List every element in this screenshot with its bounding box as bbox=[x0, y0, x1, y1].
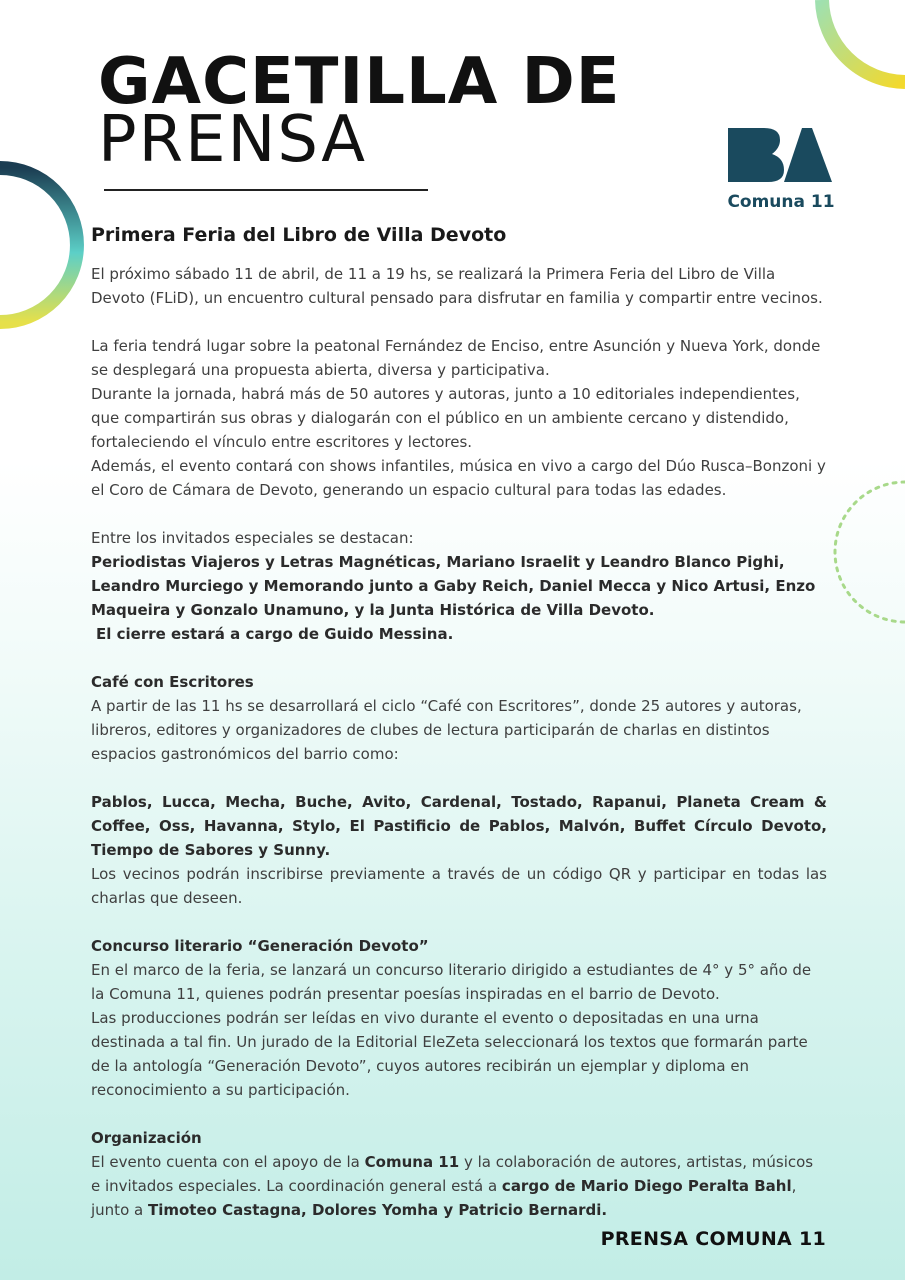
details-paragraph-3: Además, el evento contará con shows infantiles, música en vivo a cargo del Dúo Rusca–Bonzoni y el Coro de Cámara de Devoto, generando un espacio cultural para todas las edades. bbox=[91, 457, 826, 499]
organization-heading: Organización bbox=[91, 1129, 202, 1147]
headline: Primera Feria del Libro de Villa Devoto bbox=[91, 224, 507, 246]
org-team: Timoteo Castagna, Dolores Yomha y Patricio Bernardi. bbox=[147, 1201, 608, 1219]
contest-paragraph-2: Las producciones podrán ser leídas en vivo durante el evento o depositadas en una urna destinada a tal fin. Un jurado de la Editorial EleZeta seleccionará los textos que formarán parte de la antología “Generación Devoto”, cuyos autores recibirán un ejemplar y diploma en reconocimiento a su participación. bbox=[91, 1009, 808, 1099]
signature: PRENSA COMUNA 11 bbox=[600, 1228, 826, 1250]
intro-paragraph: El próximo sábado 11 de abril, de 11 a 19 hs, se realizará la Primera Feria del Libro de Villa Devoto (FLiD), un encuentro cultural pensado para disfrutar en familia y compartir entre vecinos. bbox=[91, 265, 823, 307]
title-line-2: PRENSA bbox=[98, 103, 367, 177]
top-right-ring-arc bbox=[822, 0, 905, 82]
guests-list: Periodistas Viajeros y Letras Magnéticas, Mariano Israelit y Leandro Blanco Pighi, Leandro Murciego y Memorando junto a Gaby Reich, Daniel Mecca y Nico Artusi, Enzo Maqueira y Gonzalo Unamuno, y la Junta Histórica de Villa Devoto. bbox=[91, 553, 816, 619]
contest-paragraph-1: En el marco de la feria, se lanzará un concurso literario dirigido a estudiantes de 4° y 5° año de la Comuna 11, quienes podrán presentar poesías inspiradas en el barrio de Devoto. bbox=[91, 961, 812, 1003]
press-release-body bbox=[91, 220, 827, 1222]
cafe-heading: Café con Escritores bbox=[91, 673, 254, 691]
organization-paragraph: El evento cuenta con el apoyo de la Comuna 11 y la colaboración de autores, artistas, músicos e invitados especiales. La coordinación general está a cargo de Mario Diego Peralta Bahl, junto a Timoteo Castagna, Dolores Yomha y Patricio Bernardi. bbox=[91, 1153, 814, 1219]
logo-subtitle: Comuna 11 bbox=[727, 192, 835, 212]
org-comuna: Comuna 11 bbox=[364, 1153, 460, 1171]
title-line-1: GACETILLA DE bbox=[98, 45, 621, 119]
left-ring-arc bbox=[0, 168, 77, 322]
org-coordinator: cargo de Mario Diego Peralta Bahl bbox=[501, 1177, 792, 1195]
guests-closing: El cierre estará a cargo de Guido Messina. bbox=[96, 625, 454, 643]
contest-heading: Concurso literario “Generación Devoto” bbox=[91, 937, 429, 955]
title-divider bbox=[104, 189, 428, 191]
cafe-signup: Los vecinos podrán inscribirse previamente a través de un código QR y participar en todas las charlas que deseen. bbox=[91, 865, 827, 907]
guests-intro: Entre los invitados especiales se destacan: bbox=[91, 529, 414, 547]
details-paragraph-1: La feria tendrá lugar sobre la peatonal Fernández de Enciso, entre Asunción y Nueva York, donde se desplegará una propuesta abierta, diversa y participativa. bbox=[91, 337, 821, 379]
cafe-venues: Pablos, Lucca, Mecha, Buche, Avito, Cardenal, Tostado, Rapanui, Planeta Cream & Coffee, Oss, Havanna, Stylo, El Pastificio de Pablos, Malvón, Buffet Círculo Devoto, Tiempo de Sabores y Sunny. bbox=[91, 793, 827, 859]
details-paragraph-2: Durante la jornada, habrá más de 50 autores y autoras, junto a 10 editoriales independientes, que compartirán sus obras y dialogarán con el público en un ambiente cercano y distendido, fortaleciendo el vínculo entre escritores y lectores. bbox=[91, 385, 800, 451]
dotted-ring-arc bbox=[835, 482, 905, 622]
cafe-text: A partir de las 11 hs se desarrollará el ciclo “Café con Escritores”, donde 25 autores y autoras, libreros, editores y organizadores de clubes de lectura participarán de charlas en distintos espacios gastronómicos del barrio como: bbox=[91, 697, 802, 763]
